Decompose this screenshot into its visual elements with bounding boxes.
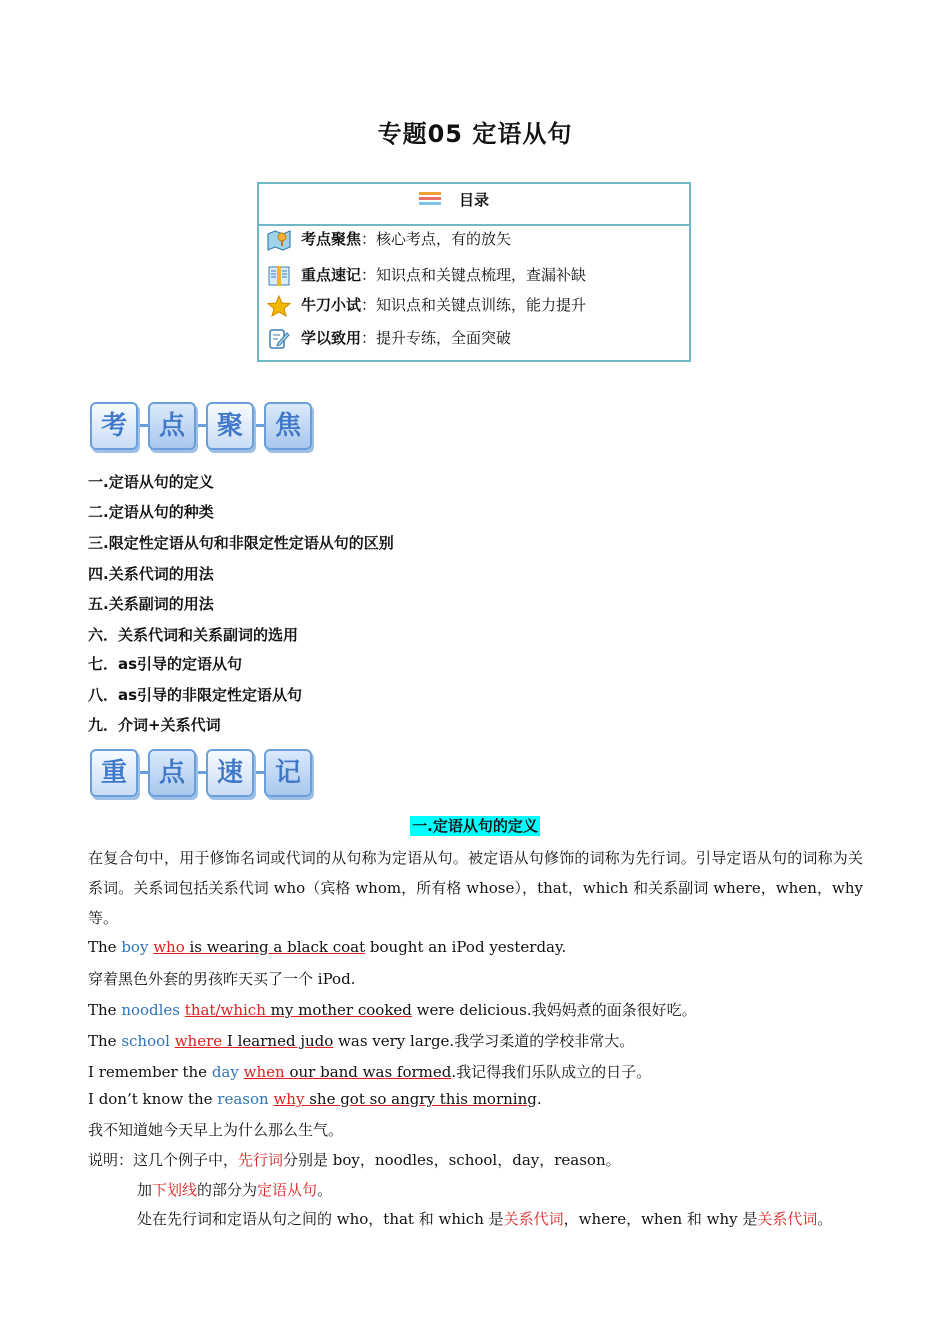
antecedent: day [211, 1063, 239, 1081]
relative-clause [244, 1063, 452, 1081]
page-title: 专题05 定语从句 [377, 120, 573, 148]
example-text: I don’t know the [88, 1090, 218, 1108]
definition-paragraph: 在复合句中，用于修饰名词或代词的从句称为定语从句。被定语从句修饰的词称为先行词。引导定语从句的词称为关系词。关系词包括关系代词 who（宾格 whom，所有格 whose），that，which 和关系副词 where，when，why 等。 [88, 849, 863, 927]
note-text: 的部分为 [197, 1181, 258, 1199]
note-term: 先行词 [238, 1151, 284, 1169]
toc-row-focus[interactable] [267, 228, 511, 251]
outline-item: 一.定语从句的定义 [88, 473, 214, 491]
note-term: 定语从句 [257, 1181, 318, 1199]
table-of-contents [257, 182, 691, 362]
clause-text: our band was formed [284, 1063, 452, 1081]
section-heading-text: 一.定语从句的定义 [412, 817, 538, 835]
outline-item: 二.定语从句的种类 [88, 503, 214, 521]
section-heading [0, 815, 950, 836]
example-text: I remember the [88, 1063, 212, 1081]
note-text: 。 [317, 1181, 333, 1199]
outline-item: 四.关系代词的用法 [88, 565, 214, 583]
relative-clause [175, 1032, 334, 1050]
outline-item: 七．as引导的定语从句 [88, 655, 243, 673]
book-icon [267, 265, 291, 287]
example-sentence [88, 938, 566, 956]
note-text: 分别是 boy，noodles，school，day，reason。 [283, 1151, 621, 1169]
note-text: 处在先行词和定语从句之间的 who，that 和 which 是 [137, 1210, 504, 1228]
outline-item: 三.限定性定语从句和非限定性定语从句的区别 [88, 534, 394, 552]
map-pin-icon [267, 229, 291, 251]
outline-item: 九．介词+关系代词 [88, 716, 221, 734]
example-sentence [88, 1090, 542, 1108]
toc-text-notes: ：知识点和关键点梳理，查漏补缺 [361, 266, 587, 284]
banner-tile: 速 [206, 749, 254, 797]
toc-heading: 目录 [459, 191, 490, 209]
note-term: 关系代词 [757, 1210, 818, 1228]
toc-header [259, 184, 689, 226]
example-text: was very large.我学习柔道的学校非常大。 [333, 1032, 635, 1050]
toc-label-focus: 考点聚焦 [301, 230, 362, 248]
banner-tile: 重 [90, 749, 138, 797]
example-sentence [88, 1061, 651, 1082]
banner-tile: 考 [90, 402, 138, 450]
note-text: 加 [137, 1181, 153, 1199]
clause-text: my mother cooked [265, 1001, 412, 1019]
note-term: 关系代词 [503, 1210, 564, 1228]
note-line [137, 1179, 332, 1200]
banner-tile: 焦 [264, 402, 312, 450]
outline-item: 八．as引导的非限定性定语从句 [88, 686, 303, 704]
relative-clause [273, 1090, 536, 1108]
example-text: . [536, 1090, 542, 1108]
example-text: .我记得我们乐队成立的日子。 [451, 1063, 652, 1081]
relative-word: who [153, 938, 185, 956]
toc-row-apply[interactable] [267, 327, 511, 350]
star-icon [267, 295, 291, 317]
example-text: were delicious.我妈妈煮的面条很好吃。 [411, 1001, 697, 1019]
antecedent: reason [217, 1090, 269, 1108]
example-translation: 我不知道她今天早上为什么那么生气。 [88, 1121, 344, 1139]
banner-tile: 聚 [206, 402, 254, 450]
relative-word: where [174, 1032, 223, 1050]
note-text: 。 [817, 1210, 833, 1228]
relative-clause [185, 1001, 412, 1019]
antecedent: noodles [121, 1001, 181, 1019]
banner-tile: 点 [148, 749, 196, 797]
example-translation: 穿着黑色外套的男孩昨天买了一个 iPod. [88, 970, 356, 988]
toc-label-practice: 牛刀小试 [301, 296, 362, 314]
note-text: 说明：这几个例子中， [88, 1151, 239, 1169]
toc-text-practice: ：知识点和关键点训练，能力提升 [361, 296, 587, 314]
example-sentence [88, 1030, 634, 1051]
outline-item: 五.关系副词的用法 [88, 595, 214, 613]
note-line [137, 1208, 832, 1229]
clause-text: is wearing a black coat [184, 938, 366, 956]
example-sentence [88, 999, 697, 1020]
list-icon [419, 191, 441, 207]
relative-word: that/which [184, 1001, 266, 1019]
clause-text: she got so angry this morning [304, 1090, 537, 1108]
toc-text-focus: ：核心考点，有的放矢 [361, 230, 512, 248]
antecedent: school [121, 1032, 170, 1050]
relative-word: when [243, 1063, 285, 1081]
toc-row-practice[interactable] [267, 294, 586, 317]
antecedent: boy [121, 938, 149, 956]
relative-clause [153, 938, 365, 956]
toc-text-apply: ：提升专练，全面突破 [361, 329, 512, 347]
relative-word: why [273, 1090, 305, 1108]
toc-label-apply: 学以致用 [301, 329, 362, 347]
note-term: 下划线 [152, 1181, 198, 1199]
banner-tile: 记 [264, 749, 312, 797]
note-line [88, 1149, 621, 1170]
banner-tile: 点 [148, 402, 196, 450]
example-text: The [88, 1001, 122, 1019]
note-text: ，where，when 和 why 是 [563, 1210, 758, 1228]
banner-notes [88, 745, 320, 801]
example-text: The [88, 938, 122, 956]
outline-item: 六．关系代词和关系副词的选用 [88, 626, 299, 644]
banner-focus [88, 398, 320, 454]
example-text: The [88, 1032, 122, 1050]
example-text: bought an iPod yesterday. [365, 938, 567, 956]
pencil-note-icon [267, 328, 291, 350]
toc-row-notes[interactable] [267, 264, 586, 287]
toc-label-notes: 重点速记 [301, 266, 362, 284]
clause-text: I learned judo [222, 1032, 334, 1050]
